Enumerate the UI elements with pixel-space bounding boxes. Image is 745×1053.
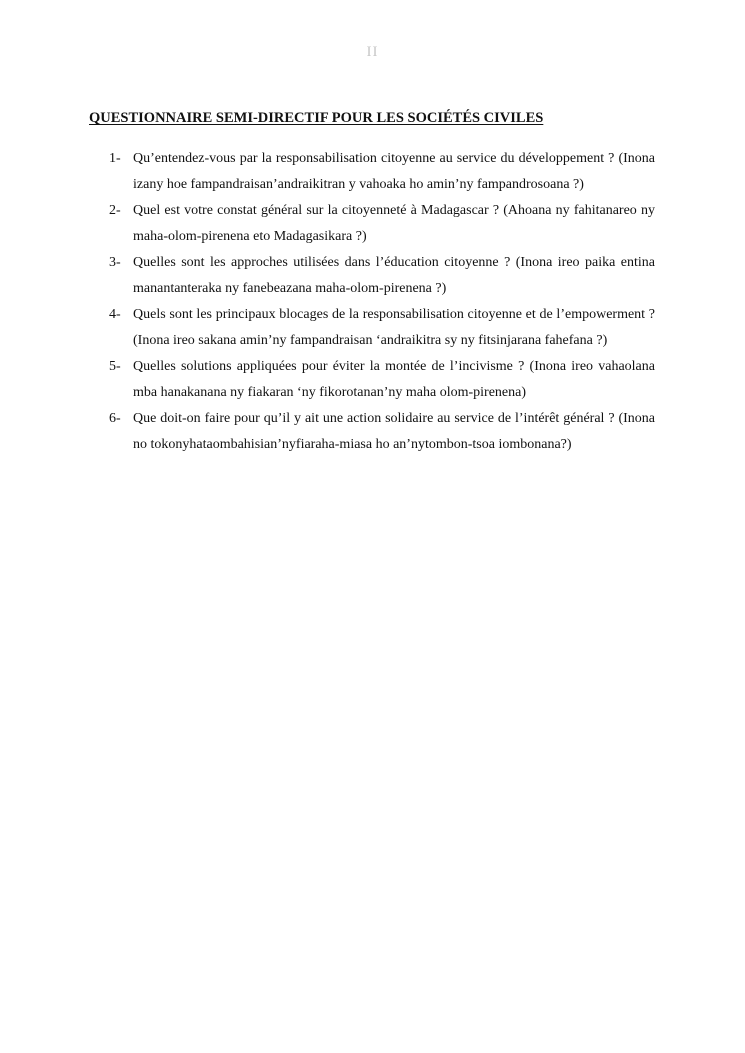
question-item [109, 406, 655, 458]
question-item [109, 198, 655, 250]
question-text: Quel est votre constat général sur la citoyenneté à Madagascar ? (Ahoana ny fahitanareo ny maha-olom-pirenena eto Madagasikara ?) [133, 203, 655, 244]
page-number: II [366, 44, 379, 60]
question-number: 1- [109, 151, 121, 166]
question-number: 5- [109, 359, 121, 374]
question-text: Quelles sont les approches utilisées dans l’éducation citoyenne ? (Inona ireo paika entina manantanteraka ny fanebeazana maha-olom-pirenena ?) [133, 255, 655, 296]
question-number: 6- [109, 411, 121, 426]
question-list [0, 146, 745, 458]
question-number: 4- [109, 307, 121, 322]
question-text: Que doit-on faire pour qu’il y ait une action solidaire au service de l’intérêt général ? (Inona no tokonyhataombahisian’nyfiaraha-miasa ho an’nytombon-tsoa iombonana?) [133, 411, 655, 452]
question-text: Quelles solutions appliquées pour éviter la montée de l’incivisme ? (Inona ireo vahaolana mba hanakanana ny fiakaran ‘ny fikorotanan’ny maha olom-pirenena) [133, 359, 655, 400]
document-title: QUESTIONNAIRE SEMI-DIRECTIF POUR LES SOCIÉTÉS CIVILES [89, 110, 544, 126]
question-text: Qu’entendez-vous par la responsabilisation citoyenne au service du développement ? (Inona izany hoe fampandraisan’andraikitran y vahoaka ho amin’ny fampandrosoana ?) [133, 151, 655, 192]
question-item [109, 250, 655, 302]
question-item [109, 146, 655, 198]
question-text: Quels sont les principaux blocages de la responsabilisation citoyenne et de l’empowerment ? (Inona ireo sakana amin’ny fampandraisan ‘andraikitra sy ny fitsinjarana fahefana ?) [133, 307, 655, 348]
question-item [109, 302, 655, 354]
question-number: 2- [109, 203, 121, 218]
question-item [109, 354, 655, 406]
question-number: 3- [109, 255, 121, 270]
